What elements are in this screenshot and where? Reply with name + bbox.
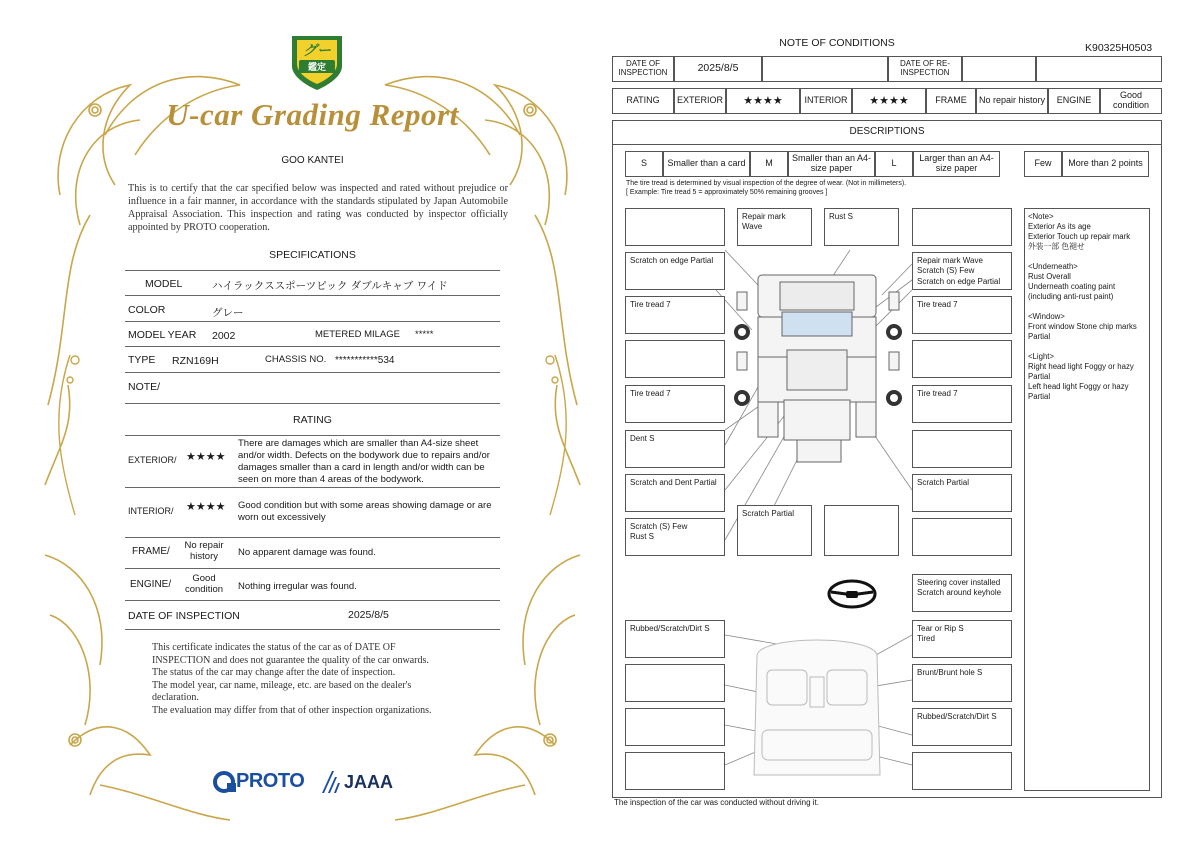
exterior-callout-left-2: Tire tread 7 [625,296,725,334]
date-of-inspection-label: DATE OF INSPECTION [612,56,674,82]
rating-heading: RATING [293,414,332,426]
frame-description: No apparent damage was found. [238,547,376,558]
exterior-callout-right-2: Tire tread 7 [912,296,1012,334]
legend-code: L [875,151,913,177]
note-line: Partial [1028,372,1051,381]
exterior-callout-right-4: Tire tread 7 [912,385,1012,423]
engine-description: Nothing irregular was found. [238,581,357,592]
interior-callout-right-3: Rubbed/Scratch/Dirt S [912,708,1012,746]
note-line: <Note> [1028,212,1054,221]
callout-line: Rust S [630,532,655,542]
disclaimer-line: INSPECTION and does not guarantee the quality of the car onwards. [152,654,429,666]
steering-callout [912,574,1012,612]
exterior-callout-front-center-right: Rust S [824,208,899,246]
certificate-disclaimer [152,642,492,718]
note-line: Underneath coating paint [1028,282,1116,291]
disclaimer-line: The status of the car may change after the date of inspection. [152,667,396,679]
note-line: Left head light Foggy or hazy [1028,382,1129,391]
interior-callout-right-4 [912,752,1012,790]
exterior-callout-left-7 [625,518,725,556]
frame-rating: No repair history [184,540,224,562]
interior-callout-left-4 [625,752,725,790]
frame-value: No repair history [976,88,1048,114]
disclaimer-line: This certificate indicates the status of the car as of DATE OF [152,642,396,653]
color-label: COLOR [128,304,166,316]
exterior-callout-left-6: Scratch and Dent Partial [625,474,725,512]
exterior-callout-left-4: Tire tread 7 [625,385,725,423]
disclaimer-line: The model year, car name, mileage, etc. are based on the dealer's [152,679,412,691]
interior-stars: ★★★★ [852,88,926,114]
note-label: NOTE/ [128,381,161,393]
note-line: Exterior Touch up repair mark [1028,232,1131,241]
table-divider [125,435,500,436]
frame-label: FRAME [926,88,976,114]
tire-note-example: [ Example: Tire tread 5 = approximately 50% remaining grooves ] [626,189,828,196]
certification-statement: This is to certify that the car specified below was inspected and rated without prejudice or influence in a fair manner, in accordance with the standards stipulated by Japan Automobile Appraisal Association. This inspection and rating was conducted by inspector officially appointed by PROTO cooperation. [128,183,508,233]
date-of-inspection-value: 2025/8/5 [674,56,762,82]
exterior-stars: ★★★★ [726,88,800,114]
interior-stars: ★★★★ [186,500,226,513]
badge-top-text: グー [303,43,331,59]
model-value: ハイラックススポーツピック ダブルキャブ ワイド [212,280,448,292]
rating-label: RATING [612,88,674,114]
note-line [1028,342,1146,352]
blank-cell [1036,56,1162,82]
callout-line: Scratch around keyhole [917,588,1002,598]
exterior-callout-rear-center-left: Scratch Partial [737,505,812,556]
table-divider [125,372,500,373]
callout-line: Scratch (S) Few [630,522,688,531]
exterior-callout-left-1: Scratch on edge Partial [625,252,725,290]
callout-line: Scratch (S) Few [917,266,975,276]
table-divider [125,295,500,296]
exterior-callout-front-left [625,208,725,246]
jaaa-mark-icon [320,769,342,795]
table-divider [125,321,500,322]
table-divider [125,403,500,404]
frame-label: FRAME/ [132,546,170,557]
proto-mark-icon [212,769,238,795]
interior-callout-left-1: Rubbed/Scratch/Dirt S [625,620,725,658]
type-label: TYPE [128,354,156,366]
proto-logo-text: PROTO [236,770,305,792]
interior-description: Good condition but with some areas showing damage or are worn out excessively [238,500,492,523]
exterior-callout-right-1 [912,252,1012,290]
legend-text: Smaller than a card [663,151,750,177]
color-value: グレー [212,307,244,319]
model-label: MODEL [145,278,183,290]
grading-certificate [40,25,585,825]
note-line: <Underneath> [1028,262,1078,271]
exterior-label: EXTERIOR/ [128,455,177,465]
exterior-label: EXTERIOR [674,88,726,114]
interior-label: INTERIOR/ [128,506,174,516]
engine-value: Good condition [1100,88,1162,114]
legend-code: S [625,151,663,177]
callout-line: Tear or Rip S [917,624,964,633]
goo-kantei-badge [288,30,346,92]
legend-text: Smaller than an A4-size paper [788,151,875,177]
table-divider [125,537,500,538]
table-divider [125,487,500,488]
exterior-description: There are damages which are smaller than A4-size sheet and/or width. Defects on the bodywork due to repairs and/or damages smaller than a card in length and/or width can be seen on more than 4 areas of the bodywork. [238,438,490,485]
engine-rating: Good condition [184,573,224,595]
note-line [1028,302,1146,312]
exterior-callout-right-6: Scratch Partial [912,474,1012,512]
engine-label: ENGINE/ [130,579,172,590]
tire-note: The tire tread is determined by visual inspection of the degree of wear. (Not in millimeters). [626,180,907,187]
note-line: <Light> [1028,352,1055,361]
badge-bottom-text: 鑑定 [299,60,335,73]
metered-mileage-value: ***** [415,329,434,340]
inspection-footer-note: The inspection of the car was conducted without driving it. [614,798,819,807]
report-title: U-car Grading Report [166,97,459,132]
proto-logo [212,769,312,795]
interior-label: INTERIOR [800,88,852,114]
reference-number: K90325H0503 [1085,42,1153,54]
legend-text: Larger than an A4-size paper [913,151,1000,177]
note-line: (including anti-rust paint) [1028,292,1114,301]
callout-line: Scratch on edge Partial [917,276,1001,286]
note-line: Front window Stone chip marks [1028,322,1137,331]
legend-code: M [750,151,788,177]
metered-mileage-label: METERED MILAGE [315,329,400,340]
note-line: 外装一部 色褪せ [1028,242,1085,251]
table-divider [125,629,500,630]
note-line: <Window> [1028,312,1065,321]
exterior-callout-right-5 [912,430,1012,468]
date-of-reinspection-value [962,56,1036,82]
chassis-value: ***********534 [335,355,395,366]
table-divider [125,346,500,347]
note-line: Partial [1028,392,1051,401]
table-divider [125,600,500,601]
note-line [1028,252,1146,262]
note-line: Partial [1028,332,1051,341]
report-subtitle: GOO KANTEI [281,155,344,166]
descriptions-heading: DESCRIPTIONS [849,126,925,137]
model-year-label: MODEL YEAR [128,329,197,341]
chassis-label: CHASSIS NO. [265,354,327,365]
exterior-callout-right-7 [912,518,1012,556]
conditions-title: NOTE OF CONDITIONS [779,37,895,49]
model-year-value: 2002 [212,330,236,342]
disclaimer-line: declaration. [152,692,199,704]
note-line: Rust Overall [1028,272,1071,281]
type-value: RZN169H [172,355,219,367]
notes-panel [1024,208,1150,791]
callout-line: Tired [917,634,935,644]
note-line: Right head light Foggy or hazy [1028,362,1134,371]
specifications-heading: SPECIFICATIONS [269,249,356,261]
date-of-reinspection-label: DATE OF RE-INSPECTION [888,56,962,82]
jaaa-logo-text: JAAA [344,772,394,792]
legend-code: Few [1024,151,1062,177]
interior-callout-right-2: Brunt/Brunt hole S [912,664,1012,702]
exterior-callout-right-3 [912,340,1012,378]
jaaa-logo [320,769,400,795]
descriptions-header-divider [612,144,1162,145]
disclaimer-line: The evaluation may differ from that of other inspection organizations. [152,704,432,716]
table-divider [125,270,500,271]
table-divider [125,568,500,569]
date-of-inspection-value: 2025/8/5 [348,609,389,621]
note-line: Exterior As its age [1028,222,1091,231]
interior-callout-right-1 [912,620,1012,658]
exterior-stars: ★★★★ [186,450,226,463]
blank-cell [762,56,888,82]
exterior-callout-front-center-left: Repair mark Wave [737,208,812,246]
callout-line: Steering cover installed [917,578,1001,587]
exterior-callout-left-5: Dent S [625,430,725,468]
exterior-callout-rear-center-right [824,505,899,556]
legend-text: More than 2 points [1062,151,1149,177]
steering-wheel-icon [826,578,878,610]
callout-line: Repair mark Wave [917,256,983,265]
engine-label: ENGINE [1048,88,1100,114]
exterior-callout-front-right [912,208,1012,246]
date-of-inspection-label: DATE OF INSPECTION [128,610,240,622]
interior-callout-left-3 [625,708,725,746]
interior-callout-left-2 [625,664,725,702]
exterior-callout-left-3 [625,340,725,378]
